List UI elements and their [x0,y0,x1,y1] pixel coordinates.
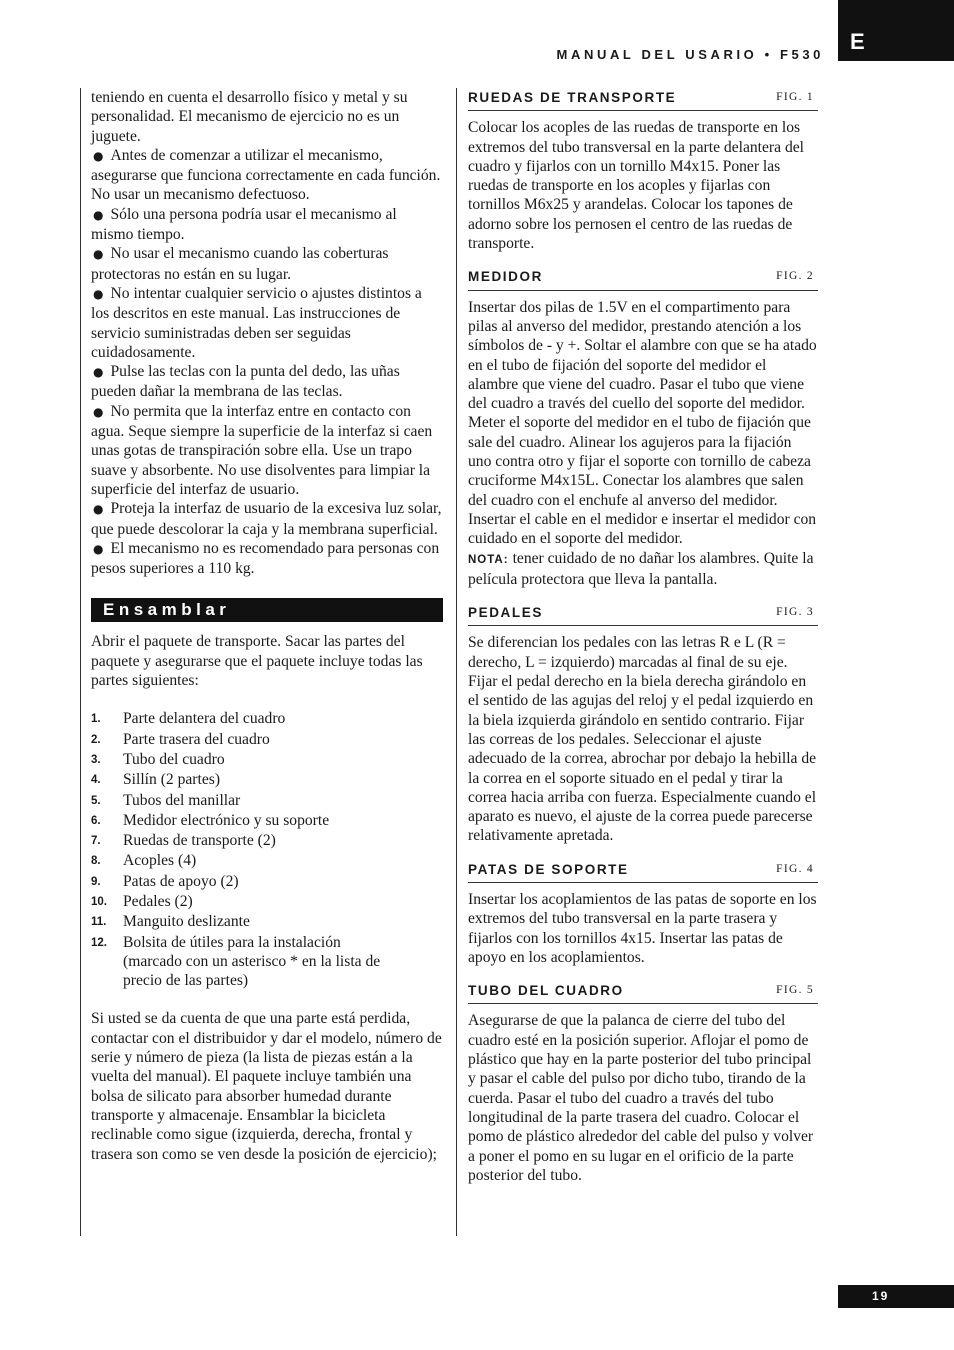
bullet-dot-icon: ● [93,207,104,222]
left-column [91,88,443,1164]
note: NOTA: tener cuidado de no dañar los alambres. Quite la película protectora que lleva la pantalla. [468,549,814,588]
section-ruedas: RUEDAS DE TRANSPORTE FIG. 1 Colocar los acoples de las ruedas de transporte en los extremos del tubo transversal en la parte delantera del cuadro y fijarlos con un tornillo M4x15. Poner las ruedas de transporte en los acoples y fijarlas con tornillos M6x25 y arandelas. Colocar los tapones de adorno sobre los pernosen el centro de las ruedas de transporte. [468,88,818,253]
bullet-item: ● No permita que la interfaz entre en contacto con agua. Seque siempre la superficie de la interfaz si caen unas gotas de transpiración sobre ella. Use un trapo suave y absorbente. No use disolventes para limpiar la superficie del interfaz de usuario. [91,402,433,498]
bullet-dot-icon: ● [93,247,104,262]
list-item: 2. Parte trasera del cuadro [91,730,270,748]
list-item: 9. Patas de apoyo (2) [91,872,239,890]
running-header: MANUAL DEL USARIO • F530 [556,47,824,62]
section-header: PEDALES FIG. 3 [468,603,818,626]
bullet-dot-icon: ● [93,148,104,163]
list-item: 5. Tubos del manillar [91,791,241,809]
section-pedales: PEDALES FIG. 3 Se diferencian los pedales con las letras R e L (R = derecho, L = izquierdo) marcadas al final de su eje. Fijar el pedal derecho en la biela derecha girándolo en el sentido de las agujas del reloj y el pedal izquierdo en la biela izquierda girándolo en sentido contrario. Fijar las correas de los pedales. Seleccionar el ajuste adecuado de la correa, abrochar por debajo la hebilla de la correa en el soporte situado en el pedal y tirar la correa hacia arriba con fuerza. Especialmente cuando el aparato es nuevo, el ajuste de la correa puede parecerse relativamente apretada. [468,605,817,845]
section-medidor: MEDIDOR FIG. 2 Insertar dos pilas de 1.5V en el compartimento para pilas al anverso del medidor, prestando atención a los símbolos de - y +. Soltar el alambre con que se ha atado en el tubo de fijación del soporte del medidor el alambre que viene del cuadro. Pasar el tubo que viene del cuadro a través del cuello del soporte del medidor. Meter el soporte del medidor en el tubo de fijación que sale del cuadro. Alinear los agujeros para la fijación uno contra otro y fijar el soporte con tornillo de cabeza cruciforme M4x15L. Conectar los alambres que salen del cuadro con el enchufe al anverso del medidor. Insertar el cable en el medidor e insertar el medidor con cuidado en el soporte del medidor. NOTA: tener cuidado de no dañar los alambres. Quite la película protectora que lleva la pantalla. [468,269,817,588]
bullet-item: ● Sólo una persona podría usar el mecanismo al mismo tiempo. [91,205,397,244]
list-item: 1. Parte delantera del cuadro [91,710,286,728]
intro-text: teniendo en cuenta el desarrollo físico y metal y su personalidad. El mecanismo de ejercicio no es un juguete. [91,89,408,145]
bullet-item: ● Pulse las teclas con la punta del dedo, las uñas pueden dañar la membrana de las teclas. [91,363,400,401]
bullet-dot-icon: ● [93,365,104,380]
bullet-item: ● No usar el mecanismo cuando las coberturas protectoras no están en su lugar. [91,245,389,283]
left-margin-rule [80,88,81,1236]
closing-text: Si usted se da cuenta de que una parte está perdida, contactar con el distribuidor y dar el modelo, número de serie y número de pieza (la lista de piezas están a la vuelta del manual). El paquete incluye también una bolsa de silicato para absorber humedad durante transporte y almacenaje. Ensamblar la bicicleta reclinable como sigue (izquierda, derecha, frontal y trasera son como se ven desde la posición de ejercicio); [91,1010,442,1163]
list-item: 7. Ruedas de transporte (2) [91,832,276,850]
bullet-dot-icon: ● [93,286,104,301]
assembly-intro: Abrir el paquete de transporte. Sacar las partes del paquete y asegurarse que el paquete incluye todas las partes siguientes: [91,633,423,690]
list-item: 6. Medidor electrónico y su soporte [91,811,330,829]
bullet-dot-icon: ● [93,502,104,517]
bullet-item: ● El mecanismo no es recomendado para personas con pesos superiores a 110 kg. [91,539,440,578]
bullet-dot-icon: ● [93,541,104,556]
section-header: PATAS DE SOPORTE FIG. 4 [468,860,818,883]
section-patas: PATAS DE SOPORTE FIG. 4 Insertar los acoplamientos de las patas de soporte en los extremos del tubo transversal en la parte trasera y fijarlos con los tornillos 4x15. Insertar las patas de apoyo en los acoplamientos. [468,861,817,966]
section-header: MEDIDOR FIG. 2 [468,267,818,290]
list-item: 12. Bolsita de útiles para la instalación (marcado con un asterisco * en la lista de precio de las partes) [91,933,381,990]
language-tab: E [838,0,954,61]
list-item: 11. Manguito deslizante [91,913,250,931]
bullet-item: ● Proteja la interfaz de usuario de la excesiva luz solar, que puede descolorar la caja y la membrana superficial. [91,500,442,538]
section-tubo: TUBO DEL CUADRO FIG. 5 Asegurarse de que la palanca de cierre del tubo del cuadro esté en la posición superior. Aflojar el pomo de plástico que hay en la parte posterior del tubo principal y pasar el cable del pulso por dicho tubo, tirando de la cuerda. Pasar el tubo del cuadro a través del tubo longitudinal de la parte trasera del cuadro. Colocar el pomo de plástico alrededor del cable del pulso y volver a poner el pomo en su lugar en el orificio de la parte posterior del tubo. [468,981,818,1185]
bullet-item: ● No intentar cualquier servicio o ajustes distintos a los descritos en este manual. Las instrucciones de servicio suministradas deben ser seguidas cuidadosamente. [91,284,422,361]
list-item: 10. Pedales (2) [91,892,193,910]
list-item: 8. Acoples (4) [91,852,197,870]
section-heading-ensamblar: Ensamblar [91,598,443,622]
right-column [468,88,818,1199]
bullet-dot-icon: ● [93,404,104,419]
page-number: 19 [838,1285,954,1308]
list-item: 3. Tubo del cuadro [91,750,225,768]
parts-list [91,709,443,990]
safety-bullets [91,146,443,579]
column-divider [456,88,457,1236]
section-header: TUBO DEL CUADRO FIG. 5 [468,981,818,1004]
bullet-item: ● Antes de comenzar a utilizar el mecanismo, asegurarse que funciona correctamente en cada función. No usar un mecanismo defectuoso. [91,146,441,204]
list-item: 4. Sillín (2 partes) [91,771,221,789]
section-header: RUEDAS DE TRANSPORTE FIG. 1 [468,88,818,111]
